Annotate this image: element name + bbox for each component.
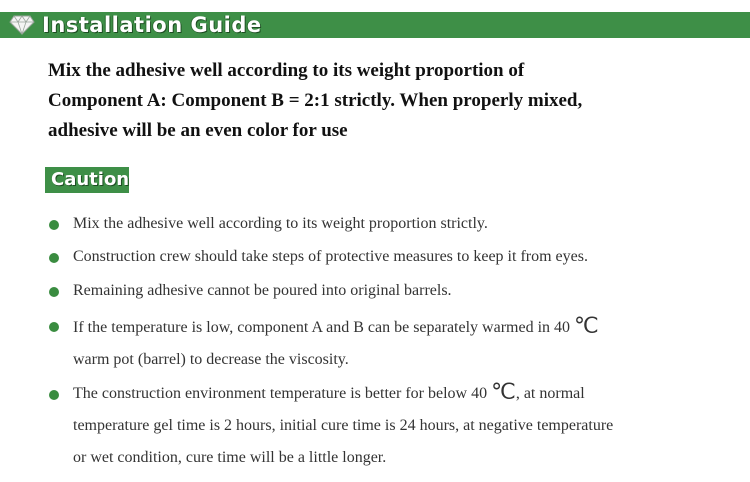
page-title: Installation Guide (42, 13, 262, 37)
list-item-text (73, 376, 733, 474)
list-item-text (73, 241, 733, 273)
diamond-icon (9, 15, 35, 35)
list-item-text-segment: If the temperature is low, component A and B can be separately warmed in 40 (73, 319, 575, 336)
list-item-text-segment: The construction environment temperature is better for below 40 (73, 385, 492, 402)
list-item-line (73, 376, 733, 410)
intro-paragraph (48, 56, 738, 146)
intro-line: adhesive will be an even color for use (48, 120, 348, 141)
list-item-line: Mix the adhesive well according to its weight proportion strictly. (73, 215, 488, 232)
degree-celsius-unit: ℃ (574, 313, 599, 338)
bullet-dot-icon (49, 253, 59, 263)
caution-heading: Caution (51, 169, 130, 190)
bullet-dot-icon (49, 390, 59, 400)
intro-line: Mix the adhesive well according to its weight proportion of (48, 60, 525, 81)
bullet-dot-icon (49, 287, 59, 297)
header-bar (0, 12, 750, 38)
list-item-line: warm pot (barrel) to decrease the viscosity. (73, 351, 349, 368)
caution-heading-badge (45, 167, 129, 193)
bullet-dot-icon (49, 322, 59, 332)
list-item-text (73, 208, 733, 240)
list-item-line: Remaining adhesive cannot be poured into original barrels. (73, 282, 452, 299)
list-item-text-segment: , at normal (515, 385, 585, 402)
bullet-dot-icon (49, 220, 59, 230)
list-item-line: temperature gel time is 2 hours, initial cure time is 24 hours, at negative temperature (73, 417, 614, 434)
list-item-line (73, 310, 733, 344)
list-item-line: Construction crew should take steps of protective measures to keep it from eyes. (73, 248, 588, 265)
degree-celsius-unit: ℃ (491, 379, 516, 404)
list-item-text (73, 275, 733, 307)
list-item-text (73, 310, 733, 376)
intro-line: Component A: Component B = 2:1 strictly. When properly mixed, (48, 90, 583, 111)
list-item-line: or wet condition, cure time will be a little longer. (73, 449, 387, 466)
